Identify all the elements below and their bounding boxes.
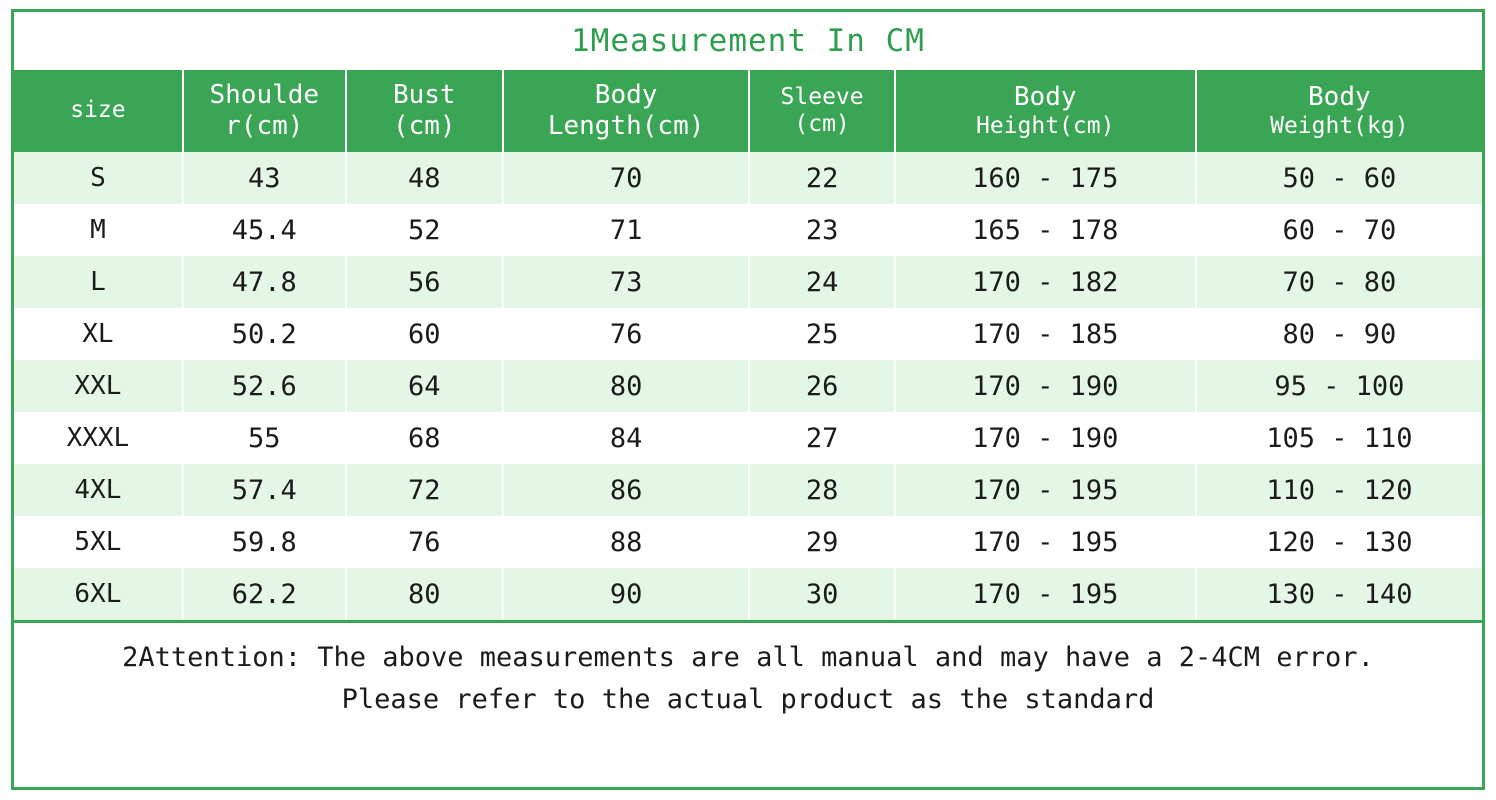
cell-bust: 72: [346, 464, 503, 516]
table-row: [14, 204, 1482, 256]
cell-body-height: 160 - 175: [895, 152, 1196, 204]
cell-size: XL: [14, 308, 183, 360]
column-header-sleeve: [749, 70, 894, 152]
cell-body-length: 88: [503, 516, 750, 568]
cell-sleeve: 29: [749, 516, 894, 568]
table-header: [14, 70, 1482, 152]
cell-bust: 80: [346, 568, 503, 620]
cell-body-length: 70: [503, 152, 750, 204]
cell-body-height: 165 - 178: [895, 204, 1196, 256]
cell-body-length: 73: [503, 256, 750, 308]
column-header-body-weight: [1196, 70, 1482, 152]
column-header-bust-line2: (cm): [392, 111, 456, 141]
cell-body-length: 71: [503, 204, 750, 256]
cell-size: XXXL: [14, 412, 183, 464]
cell-shoulder: 45.4: [183, 204, 346, 256]
cell-body-height: 170 - 195: [895, 516, 1196, 568]
table-row: [14, 152, 1482, 204]
table-row: [14, 464, 1482, 516]
column-header-size: [14, 70, 183, 152]
column-header-sleeve-line1: Sleeve: [780, 83, 864, 110]
cell-body-height: 170 - 195: [895, 568, 1196, 620]
table-row: [14, 516, 1482, 568]
cell-size: XXL: [14, 360, 183, 412]
cell-bust: 60: [346, 308, 503, 360]
column-header-body-length-line1: Body: [594, 80, 658, 111]
cell-shoulder: 59.8: [183, 516, 346, 568]
page-title: 1Measurement In CM: [571, 23, 925, 59]
attention-note-line2: Please refer to the actual product as the standard: [341, 683, 1155, 715]
cell-size: M: [14, 204, 183, 256]
cell-shoulder: 57.4: [183, 464, 346, 516]
cell-body-weight: 105 - 110: [1196, 412, 1482, 464]
column-header-shoulder-line2: r(cm): [225, 111, 304, 141]
table-row: [14, 568, 1482, 620]
cell-body-length: 84: [503, 412, 750, 464]
cell-body-length: 90: [503, 568, 750, 620]
column-header-body-height: [895, 70, 1196, 152]
cell-body-height: 170 - 182: [895, 256, 1196, 308]
cell-sleeve: 26: [749, 360, 894, 412]
column-header-bust-line1: Bust: [392, 80, 456, 111]
attention-note: [14, 620, 1482, 787]
attention-note-line1: 2Attention: The above measurements are all manual and may have a 2-4CM error.: [122, 642, 1374, 673]
cell-sleeve: 23: [749, 204, 894, 256]
cell-shoulder: 62.2: [183, 568, 346, 620]
column-header-bust: [346, 70, 503, 152]
cell-body-height: 170 - 195: [895, 464, 1196, 516]
cell-sleeve: 30: [749, 568, 894, 620]
cell-bust: 76: [346, 516, 503, 568]
cell-shoulder: 47.8: [183, 256, 346, 308]
cell-sleeve: 25: [749, 308, 894, 360]
cell-size: 5XL: [14, 516, 183, 568]
cell-size: 4XL: [14, 464, 183, 516]
cell-body-weight: 50 - 60: [1196, 152, 1482, 204]
table-row: [14, 412, 1482, 464]
cell-sleeve: 27: [749, 412, 894, 464]
cell-size: 6XL: [14, 568, 183, 620]
cell-body-length: 80: [503, 360, 750, 412]
cell-body-weight: 60 - 70: [1196, 204, 1482, 256]
cell-size: L: [14, 256, 183, 308]
table-row: [14, 360, 1482, 412]
cell-sleeve: 24: [749, 256, 894, 308]
cell-body-weight: 110 - 120: [1196, 464, 1482, 516]
table-row: [14, 256, 1482, 308]
cell-bust: 64: [346, 360, 503, 412]
size-chart-sheet: [11, 9, 1485, 790]
cell-shoulder: 50.2: [183, 308, 346, 360]
column-header-body-height-line1: Body: [1013, 82, 1077, 113]
cell-body-weight: 120 - 130: [1196, 516, 1482, 568]
table-header-row: [14, 70, 1482, 152]
cell-sleeve: 22: [749, 152, 894, 204]
cell-bust: 52: [346, 204, 503, 256]
cell-body-weight: 95 - 100: [1196, 360, 1482, 412]
table-row: [14, 308, 1482, 360]
cell-body-weight: 70 - 80: [1196, 256, 1482, 308]
cell-sleeve: 28: [749, 464, 894, 516]
column-header-shoulder-line1: Shoulde: [209, 80, 320, 111]
cell-body-height: 170 - 190: [895, 412, 1196, 464]
cell-bust: 68: [346, 412, 503, 464]
column-header-size-line1: size: [70, 97, 126, 124]
cell-shoulder: 55: [183, 412, 346, 464]
column-header-sleeve-line2: (cm): [794, 111, 850, 137]
cell-body-length: 76: [503, 308, 750, 360]
cell-bust: 48: [346, 152, 503, 204]
cell-bust: 56: [346, 256, 503, 308]
column-header-body-height-line2: Height(cm): [975, 112, 1115, 139]
cell-body-height: 170 - 185: [895, 308, 1196, 360]
cell-body-length: 86: [503, 464, 750, 516]
cell-shoulder: 52.6: [183, 360, 346, 412]
column-header-body-length-line2: Length(cm): [547, 111, 705, 141]
column-header-shoulder: [183, 70, 346, 152]
cell-shoulder: 43: [183, 152, 346, 204]
cell-body-weight: 130 - 140: [1196, 568, 1482, 620]
column-header-body-weight-line1: Body: [1308, 82, 1371, 113]
cell-body-weight: 80 - 90: [1196, 308, 1482, 360]
table-body: [14, 152, 1482, 620]
cell-body-height: 170 - 190: [895, 360, 1196, 412]
cell-size: S: [14, 152, 183, 204]
column-header-body-length: [503, 70, 750, 152]
size-chart-table: [14, 70, 1482, 620]
column-header-body-weight-line2: Weight(kg): [1270, 112, 1409, 139]
